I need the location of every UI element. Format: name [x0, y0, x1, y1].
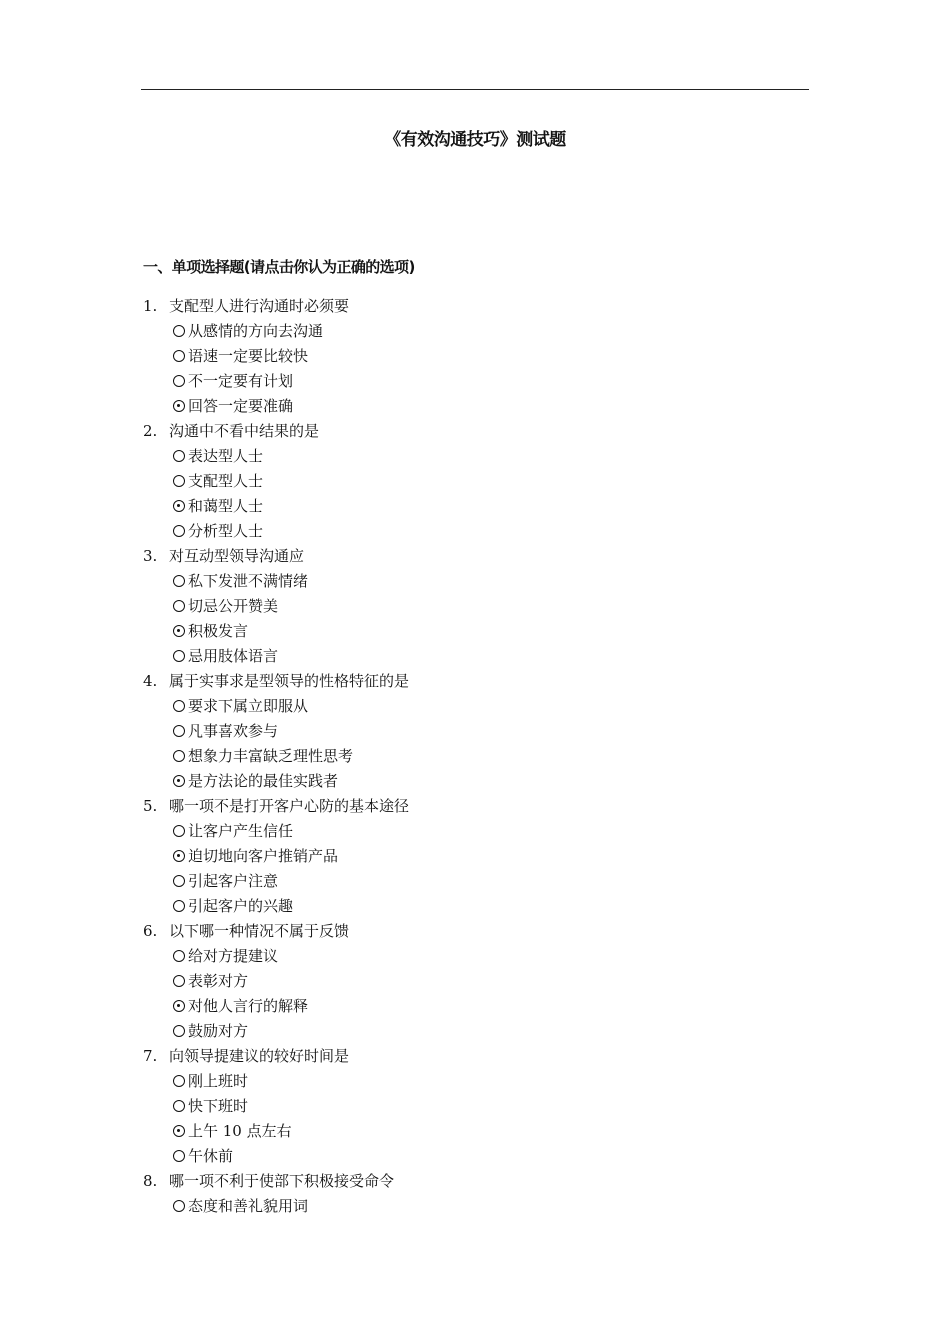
answer-option[interactable] [143, 1069, 803, 1094]
radio-empty-icon[interactable] [173, 875, 185, 887]
answer-option[interactable] [143, 519, 803, 544]
option-label: 要求下属立即服从 [188, 697, 309, 715]
answer-option[interactable] [143, 894, 803, 919]
option-label: 让客户产生信任 [188, 822, 294, 840]
radio-empty-icon[interactable] [173, 1075, 185, 1087]
option-label: 是方法论的最佳实践者 [188, 772, 339, 790]
option-label: 鼓励对方 [188, 1022, 249, 1040]
answer-option[interactable] [143, 869, 803, 894]
answer-option[interactable] [143, 769, 803, 794]
radio-selected-icon[interactable] [173, 400, 185, 412]
answer-option[interactable] [143, 569, 803, 594]
radio-empty-icon[interactable] [173, 1025, 185, 1037]
radio-selected-icon[interactable] [173, 500, 185, 512]
option-label: 凡事喜欢参与 [188, 722, 279, 740]
question-list [143, 294, 803, 1219]
option-label: 不一定要有计划 [188, 372, 294, 390]
radio-selected-icon[interactable] [173, 775, 185, 787]
radio-empty-icon[interactable] [173, 1100, 185, 1112]
question-item [143, 544, 803, 669]
option-label: 分析型人士 [188, 522, 264, 540]
radio-selected-icon[interactable] [173, 625, 185, 637]
answer-option[interactable] [143, 819, 803, 844]
question-text: 沟通中不看中结果的是 [169, 422, 320, 440]
answer-option[interactable] [143, 394, 803, 419]
question-stem [143, 1044, 803, 1069]
answer-option[interactable] [143, 744, 803, 769]
question-number: 1. [143, 297, 158, 315]
answer-option[interactable] [143, 719, 803, 744]
radio-empty-icon[interactable] [173, 375, 185, 387]
option-label: 态度和善礼貌用词 [188, 1197, 309, 1215]
option-label: 对他人言行的解释 [188, 997, 309, 1015]
question-number: 3. [143, 547, 158, 565]
radio-empty-icon[interactable] [173, 325, 185, 337]
question-item [143, 919, 803, 1044]
option-label: 给对方提建议 [188, 947, 279, 965]
option-label: 切忌公开赞美 [188, 597, 279, 615]
radio-empty-icon[interactable] [173, 1150, 185, 1162]
question-text: 属于实事求是型领导的性格特征的是 [169, 672, 410, 690]
radio-empty-icon[interactable] [173, 725, 185, 737]
question-text: 哪一项不利于使部下积极接受命令 [169, 1172, 395, 1190]
option-label: 午休前 [188, 1147, 234, 1165]
answer-option[interactable] [143, 994, 803, 1019]
option-label: 引起客户的兴趣 [188, 897, 294, 915]
option-label: 想象力丰富缺乏理性思考 [188, 747, 354, 765]
answer-option[interactable] [143, 319, 803, 344]
question-item [143, 1169, 803, 1219]
question-text: 向领导提建议的较好时间是 [169, 1047, 350, 1065]
option-label: 和蔼型人士 [188, 497, 264, 515]
question-number: 5. [143, 797, 158, 815]
question-item [143, 794, 803, 919]
question-item [143, 294, 803, 419]
option-label: 从感情的方向去沟通 [188, 322, 324, 340]
option-label: 积极发言 [188, 622, 249, 640]
question-text: 对互动型领导沟通应 [169, 547, 305, 565]
option-label: 回答一定要准确 [188, 397, 294, 415]
option-label: 支配型人士 [188, 472, 264, 490]
radio-empty-icon[interactable] [173, 525, 185, 537]
question-stem [143, 919, 803, 944]
question-item [143, 1044, 803, 1169]
header-rule [141, 89, 809, 90]
question-number: 7. [143, 1047, 158, 1065]
radio-empty-icon[interactable] [173, 575, 185, 587]
option-label: 私下发泄不满情绪 [188, 572, 309, 590]
question-item [143, 419, 803, 544]
option-label: 上午 10 点左右 [188, 1122, 292, 1140]
question-stem [143, 669, 803, 694]
question-number: 8. [143, 1172, 158, 1190]
radio-empty-icon[interactable] [173, 700, 185, 712]
radio-empty-icon[interactable] [173, 350, 185, 362]
answer-option[interactable] [143, 1094, 803, 1119]
radio-empty-icon[interactable] [173, 475, 185, 487]
radio-empty-icon[interactable] [173, 975, 185, 987]
option-label: 刚上班时 [188, 1072, 249, 1090]
radio-empty-icon[interactable] [173, 750, 185, 762]
answer-option[interactable] [143, 1144, 803, 1169]
option-label: 引起客户注意 [188, 872, 279, 890]
question-text: 哪一项不是打开客户心防的基本途径 [169, 797, 410, 815]
option-label: 表达型人士 [188, 447, 264, 465]
question-stem [143, 544, 803, 569]
radio-selected-icon[interactable] [173, 1125, 185, 1137]
option-label: 语速一定要比较快 [188, 347, 309, 365]
answer-option[interactable] [143, 469, 803, 494]
question-item [143, 669, 803, 794]
answer-option[interactable] [143, 1019, 803, 1044]
question-text: 以下哪一种情况不属于反馈 [169, 922, 350, 940]
question-stem [143, 419, 803, 444]
answer-option[interactable] [143, 594, 803, 619]
section-heading: 一、单项选择题(请点击你认为正确的选项) [143, 258, 415, 276]
answer-option[interactable] [143, 944, 803, 969]
answer-option[interactable] [143, 1119, 803, 1144]
radio-empty-icon[interactable] [173, 825, 185, 837]
page-title: 《有效沟通技巧》测试题 [384, 130, 566, 150]
radio-empty-icon[interactable] [173, 950, 185, 962]
radio-empty-icon[interactable] [173, 450, 185, 462]
option-label: 忌用肢体语言 [188, 647, 279, 665]
answer-option[interactable] [143, 444, 803, 469]
option-label: 快下班时 [188, 1097, 249, 1115]
answer-option[interactable] [143, 494, 803, 519]
answer-option[interactable] [143, 1194, 803, 1219]
question-number: 2. [143, 422, 158, 440]
radio-empty-icon[interactable] [173, 1200, 185, 1212]
question-stem [143, 794, 803, 819]
option-label: 迫切地向客户推销产品 [188, 847, 339, 865]
question-stem [143, 294, 803, 319]
option-label: 表彰对方 [188, 972, 249, 990]
question-stem [143, 1169, 803, 1194]
radio-empty-icon[interactable] [173, 650, 185, 662]
radio-empty-icon[interactable] [173, 900, 185, 912]
answer-option[interactable] [143, 369, 803, 394]
question-number: 6. [143, 922, 158, 940]
answer-option[interactable] [143, 969, 803, 994]
answer-option[interactable] [143, 344, 803, 369]
answer-option[interactable] [143, 644, 803, 669]
radio-selected-icon[interactable] [173, 850, 185, 862]
answer-option[interactable] [143, 694, 803, 719]
answer-option[interactable] [143, 619, 803, 644]
answer-option[interactable] [143, 844, 803, 869]
radio-selected-icon[interactable] [173, 1000, 185, 1012]
radio-empty-icon[interactable] [173, 600, 185, 612]
question-text: 支配型人进行沟通时必须要 [169, 297, 350, 315]
question-number: 4. [143, 672, 158, 690]
